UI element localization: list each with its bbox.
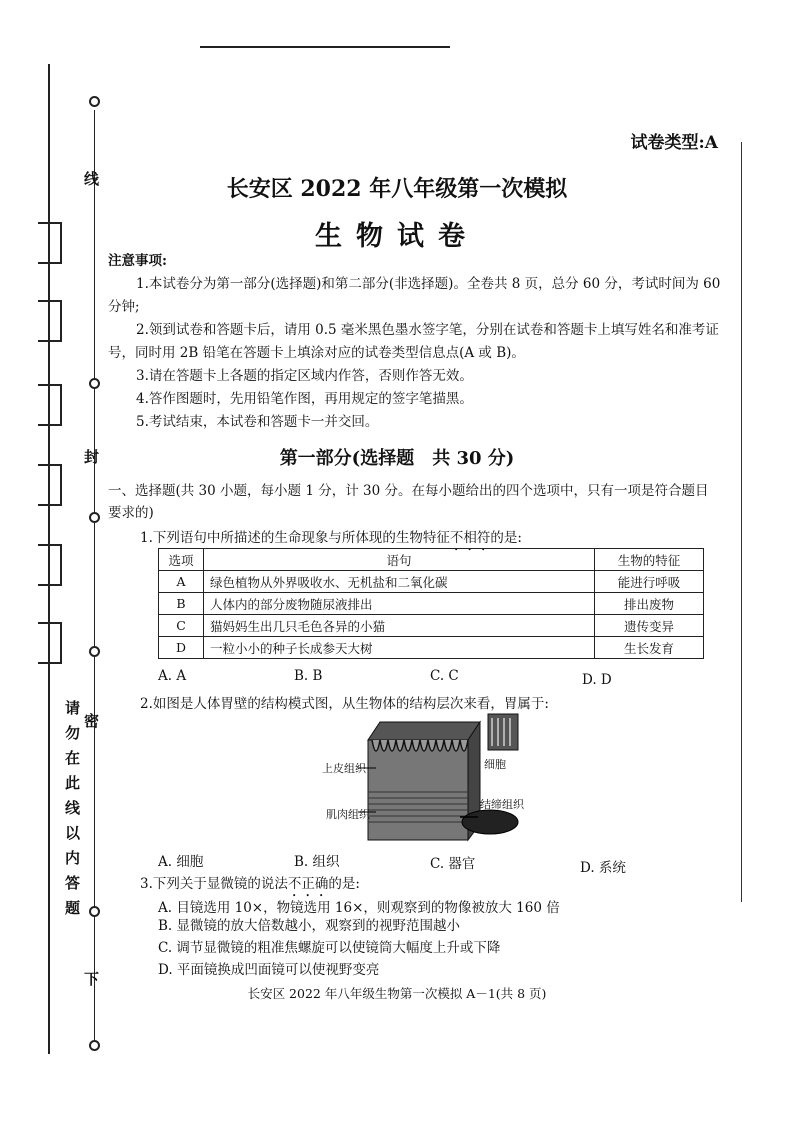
right-rule	[741, 142, 742, 902]
label-connective: 结缔组织	[480, 798, 524, 811]
stomach-wall-diagram	[300, 712, 540, 848]
table-row	[159, 637, 704, 659]
top-rule	[200, 46, 450, 48]
q3-option-d: D. 平面镜换成凹面镜可以使视野变亮	[158, 962, 380, 978]
section1-intro-text: 一、选择题(共 30 小题，每小题 1 分，计 30 分。在每小题给出的四个选项中，只有一项是符合题目要求的)	[108, 483, 709, 521]
table-row	[159, 571, 704, 593]
q2-option-d: D. 系统	[580, 860, 626, 876]
note-item: 4.答作图题时，先用铅笔作图，再用规定的签字笔描黑。	[136, 391, 473, 407]
q1-table	[158, 548, 704, 659]
table-row	[159, 615, 704, 637]
q3-option-a: A. 目镜选用 10×，物镜选用 16×，则观察到的物像被放大 160 倍	[158, 900, 560, 916]
binding-field-box	[38, 384, 62, 426]
q3-stem-a: 3.下列关于显微镜的说法	[140, 876, 288, 892]
q1-option-a: A. A	[158, 668, 187, 684]
q2-option-b: B. 组织	[294, 854, 340, 870]
q1-option-b: B. B	[294, 668, 323, 684]
q1-option-c: C. C	[430, 668, 459, 684]
q3-stem-b: 的是:	[328, 876, 360, 892]
q1-cell: 猫妈妈生出几只毛色各异的小猫	[204, 615, 595, 637]
label-epithelium: 上皮组织	[322, 762, 366, 775]
q1-cell: A	[159, 571, 204, 593]
q1-col-sentence: 语句	[204, 549, 595, 571]
q1-col-option: 选项	[159, 549, 204, 571]
q1-cell: 能进行呼吸	[595, 571, 704, 593]
q1-stem-a: 1.下列语句中所描述的生命现象与所体现的生物特征	[140, 530, 450, 546]
note-item: 3.请在答题卡上各题的指定区域内作答，否则作答无效。	[136, 368, 473, 384]
binding-hole	[89, 512, 100, 523]
q1-col-feature: 生物的特征	[595, 549, 704, 571]
binding-field-box	[38, 464, 62, 506]
binding-field-box	[38, 300, 62, 342]
q1-cell: D	[159, 637, 204, 659]
q1-cell: B	[159, 593, 204, 615]
binding-char-line: 线	[84, 170, 100, 188]
label-cell: 细胞	[484, 758, 506, 771]
q3-stem-emphasis: 不正确	[287, 876, 329, 892]
diagram-connective-tissue	[462, 810, 518, 834]
q1-cell: 绿色植物从外界吸收水、无机盐和二氧化碳	[204, 571, 595, 593]
q3-option-b: B. 显微镜的放大倍数越小，观察到的视野范围越小	[158, 918, 461, 934]
q3-option-c: C. 调节显微镜的粗准焦螺旋可以使镜筒大幅度上升或下降	[158, 940, 501, 956]
section1-intro	[108, 480, 718, 524]
q2-stem: 2.如图是人体胃壁的结构模式图，从生物体的结构层次来看，胃属于:	[140, 696, 549, 712]
q2-option-c: C. 器官	[430, 856, 476, 872]
binding-char-seal: 封	[84, 448, 100, 466]
page-footer: 长安区 2022 年八年级生物第一次模拟 A－1(共 8 页)	[247, 986, 547, 1001]
exam-subtitle: 生物试卷	[315, 221, 479, 252]
q1-cell: 遗传变异	[595, 615, 704, 637]
q1-stem-emphasis: 不相符	[449, 530, 491, 546]
notes-heading: 注意事项:	[108, 253, 167, 269]
q1-cell: C	[159, 615, 204, 637]
binding-field-box	[38, 622, 62, 664]
note-item: 2.领到试卷和答题卡后，请用 0.5 毫米黑色墨水签字笔，分别在试卷和答题卡上填写姓名和准考证号，同时用 2B 铅笔在答题卡上填涂对应的试卷类型信息点(A 或 B)。	[108, 322, 719, 361]
exam-title: 长安区 2022 年八年级第一次模拟	[226, 176, 568, 202]
binding-notice: 请勿在此线以内答题	[63, 700, 81, 925]
table-row	[159, 593, 704, 615]
diagram-front-face	[368, 740, 468, 840]
binding-hole	[89, 378, 100, 389]
binding-char-below: 下	[84, 970, 100, 988]
q1-option-d: D. D	[582, 672, 612, 688]
binding-field-box	[38, 544, 62, 586]
label-muscle: 肌肉组织	[326, 808, 370, 821]
q1-stem-b: 的是:	[490, 530, 522, 546]
q2-option-a: A. 细胞	[158, 854, 204, 870]
notes-block	[108, 250, 728, 434]
binding-hole	[89, 646, 100, 657]
paper-type-label: 试卷类型:A	[630, 133, 718, 153]
note-item: 5.考试结束，本试卷和答题卡一并交回。	[136, 414, 379, 430]
note-item: 1.本试卷分为第一部分(选择题)和第二部分(非选择题)。全卷共 8 页，总分 60 分，考试时间为 60 分钟;	[108, 276, 721, 315]
q1-cell: 排出废物	[595, 593, 704, 615]
diagram-top-face	[368, 722, 480, 740]
q1-cell: 生长发育	[595, 637, 704, 659]
part1-title: 第一部分(选择题 共 30 分)	[279, 448, 515, 469]
binding-hole	[89, 1040, 100, 1051]
q1-cell: 一粒小小的种子长成参天大树	[204, 637, 595, 659]
binding-hole	[89, 906, 100, 917]
q1-table-header	[159, 549, 704, 571]
q1-cell: 人体内的部分废物随尿液排出	[204, 593, 595, 615]
binding-char-secret: 密	[84, 712, 100, 730]
binding-hole	[89, 96, 100, 107]
